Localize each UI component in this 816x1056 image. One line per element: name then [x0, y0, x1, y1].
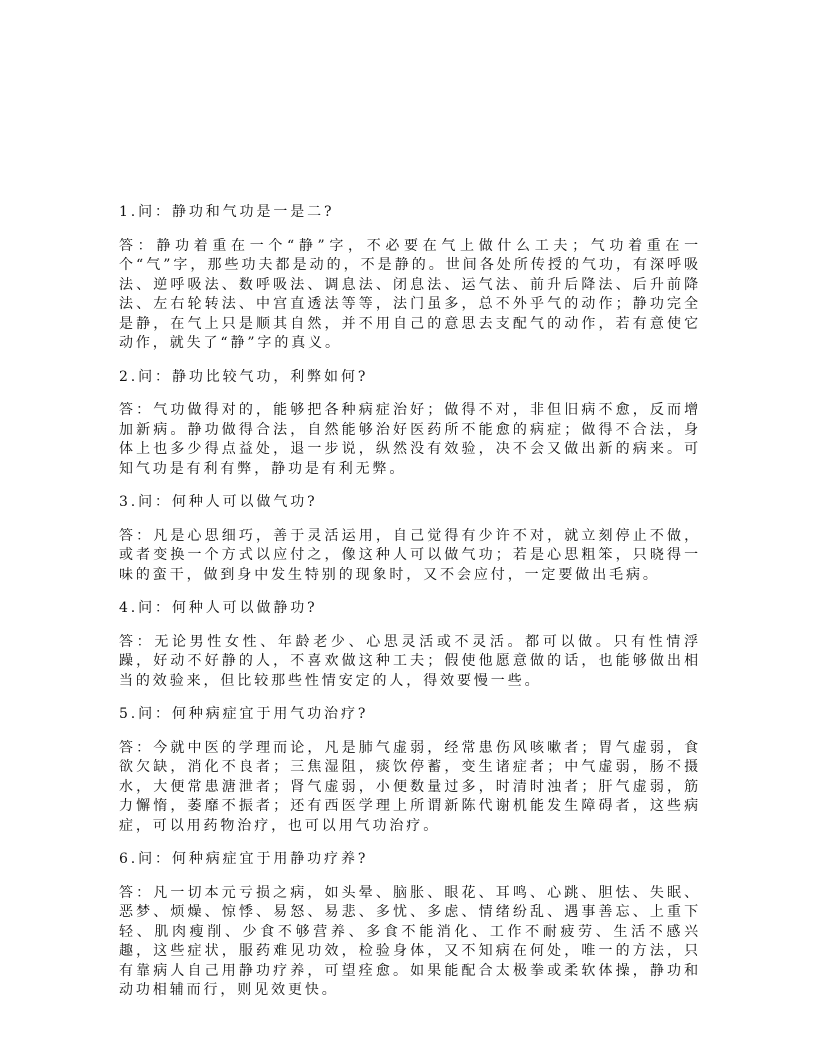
answer-6: 答：凡一切本元亏损之病，如头晕、脑胀、眼花、耳鸣、心跳、胆怯、失眠、恶梦、烦燥、惊悸、易怒、易悲、多忧、多虑、情绪纷乱、遇事善忘、上重下轻、肌肉瘦削、少食不够营养、多食不能消化、工作不耐疲劳、生活不感兴趣，这些症状，服药难见功效，检验身体，又不知病在何处，唯一的方法，只有靠病人自己用静功疗养，可望痊愈。如果能配合太极拳或柔软体操，静功和动功相辅而行，则见效更快。 [119, 884, 701, 998]
question-5: 5.问：何种病症宜于用气功治疗? [119, 706, 369, 722]
question-2: 2.问：静功比较气功，利弊如何? [119, 368, 369, 385]
question-3: 3.问：何种人可以做气功? [119, 494, 318, 510]
answer-3: 答：凡是心思细巧，善于灵活运用，自己觉得有少许不对，就立刻停止不做，或者变换一个方式以应付之，像这种人可以做气功；若是心思粗笨，只晓得一味的蛮干，做到身中发生特别的现象时，又不会应付，一定要做出毛病。 [119, 527, 701, 583]
answer-4: 答：无论男性女性、年龄老少、心思灵活或不灵活。都可以做。只有性情浮躁，好动不好静的人，不喜欢做这种工夫；假使他愿意做的话，也能够做出相当的效验来，但比较那些性情安定的人，得效要慢一些。 [119, 633, 701, 689]
question-4: 4.问：何种人可以做静功? [119, 600, 318, 616]
question-1: 1.问：静功和气功是一是二? [119, 204, 335, 220]
answer-1: 答：静功着重在一个“静”字，不必要在气上做什么工夫；气功着重在一个“气”字，那些功夫都是动的，不是静的。世间各处所传授的气功，有深呼吸法、逆呼吸法、数呼吸法、调息法、闭息法、运气法、前升后降法、后升前降法、左右轮转法、中宫直透法等等，法门虽多，总不外乎气的动作；静功完全是静，在气上只是顺其自然，并不用自己的意思去支配气的动作，若有意使它动作，就失了“静”字的真义。 [119, 237, 701, 351]
document-page [119, 203, 701, 1015]
answer-2: 答：气功做得对的，能够把各种病症治好；做得不对，非但旧病不愈，反而增加新病。静功做得合法，自然能够治好医药所不能愈的病症；做得不合法，身体上也多少得点益处，退一步说，纵然没有效验，决不会又做出新的病来。可知气功是有利有弊，静功是有利无弊。 [119, 402, 701, 477]
question-6: 6.问：何种病症宜于用静功疗养? [119, 851, 369, 867]
answer-5: 答：今就中医的学理而论，凡是肺气虚弱，经常患伤风咳嗽者；胃气虚弱，食欲欠缺，消化不良者；三焦湿阻，痰饮停蓄，变生诸症者；中气虚弱，肠不摄水，大便常患溏泄者；肾气虚弱，小便数量过多，时清时浊者；肝气虚弱，筋力懈惰，萎靡不振者；还有西医学理上所谓新陈代谢机能发生障碍者，这些病症，可以用药物治疗，也可以用气功治疗。 [119, 739, 701, 834]
